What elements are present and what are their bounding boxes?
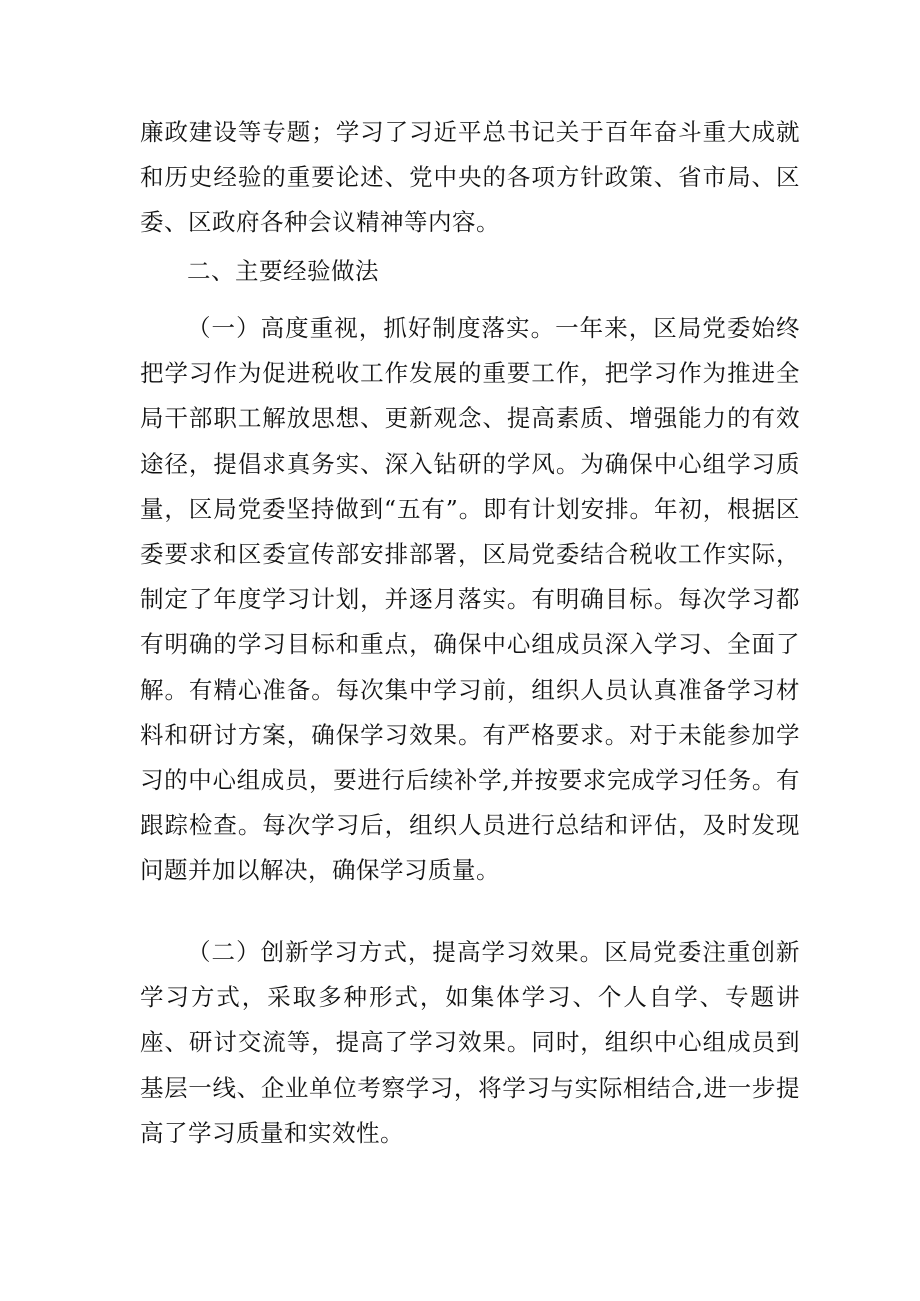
section-heading: 二、主要经验做法 bbox=[187, 257, 379, 285]
continuation-paragraph: 廉政建设等专题；学习了习近平总书记关于百年奋斗重大成就和历史经验的重要论述、党中央的各项方针政策、省市局、区委、区政府各种会议精神等内容。 bbox=[140, 118, 800, 237]
paragraph-institutional-implementation: （一）高度重视，抓好制度落实。一年来，区局党委始终把学习作为促进税收工作发展的重要工作，把学习作为推进全局干部职工解放思想、更新观念、提高素质、增强能力的有效途径，提倡求真务实、深入钻研的学风。为确保中心组学习质量，区局党委坚持做到“五有”。即有计划安排。年初，根据区委要求和区委宣传部安排部署，区局党委结合税收工作实际，制定了年度学习计划，并逐月落实。有明确目标。每次学习都有明确的学习目标和重点，确保中心组成员深入学习、全面了解。有精心准备。每次集中学习前，组织人员认真准备学习材料和研讨方案，确保学习效果。有严格要求。对于未能参加学习的中心组成员，要进行后续补学,并按要求完成学习任务。有跟踪检查。每次学习后，组织人员进行总结和评估，及时发现问题并加以解决，确保学习质量。 bbox=[140, 314, 800, 885]
paragraph-learning-methods: （二）创新学习方式，提高学习效果。区局党委注重创新学习方式，采取多种形式，如集体学习、个人自学、专题讲座、研讨交流等，提高了学习效果。同时，组织中心组成员到基层一线、企业单位考察学习，将学习与实际相结合,进一步提高了学习质量和实效性。 bbox=[140, 938, 800, 1147]
